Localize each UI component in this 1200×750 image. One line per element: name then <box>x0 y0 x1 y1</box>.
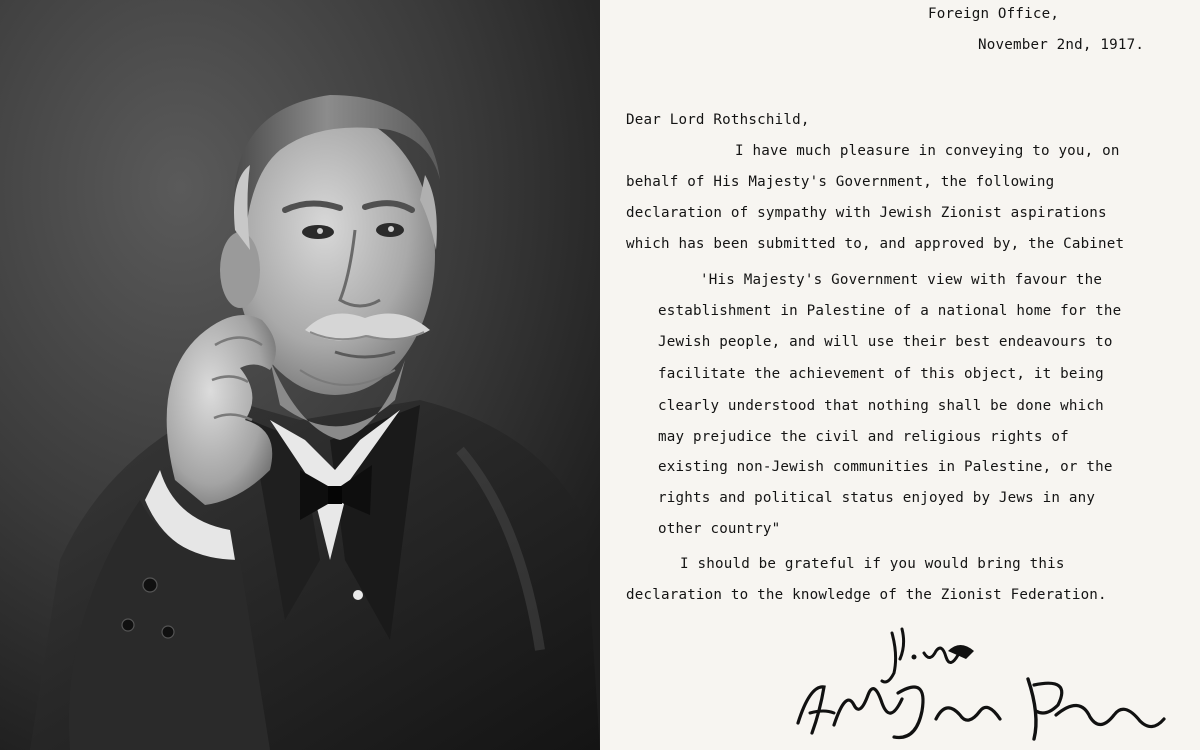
declaration-line: clearly understood that nothing shall be done which <box>658 398 1104 414</box>
declaration-line: rights and political status enjoyed by Jews in any <box>658 490 1096 506</box>
letter-intro-line: I have much pleasure in conveying to you, on <box>735 143 1120 159</box>
declaration-line: establishment in Palestine of a national home for the <box>658 303 1122 319</box>
declaration-line: facilitate the achievement of this object, it being <box>658 366 1104 382</box>
letter-intro-line: behalf of His Majesty's Government, the following <box>626 174 1055 190</box>
letter-intro-line: declaration of sympathy with Jewish Zionist aspirations <box>626 205 1107 221</box>
declaration-line: existing non-Jewish communities in Palestine, or the <box>658 459 1113 475</box>
letter-intro-line: which has been submitted to, and approved by, the Cabinet <box>626 236 1125 252</box>
declaration-line: 'His Majesty's Government view with favour the <box>700 272 1103 288</box>
closing-line: I should be grateful if you would bring this <box>680 556 1065 572</box>
declaration-line: other country" <box>658 521 781 537</box>
declaration-line: Jewish people, and will use their best endeavours to <box>658 334 1113 350</box>
letter-office: Foreign Office, <box>928 6 1060 22</box>
closing-line: declaration to the knowledge of the Zionist Federation. <box>626 587 1107 603</box>
letter-date: November 2nd, 1917. <box>978 37 1145 53</box>
handwritten-signature <box>790 615 1170 750</box>
declaration-line: may prejudice the civil and religious rights of <box>658 429 1069 445</box>
letter-salutation: Dear Lord Rothschild, <box>626 112 810 128</box>
letter-document <box>600 0 1200 750</box>
